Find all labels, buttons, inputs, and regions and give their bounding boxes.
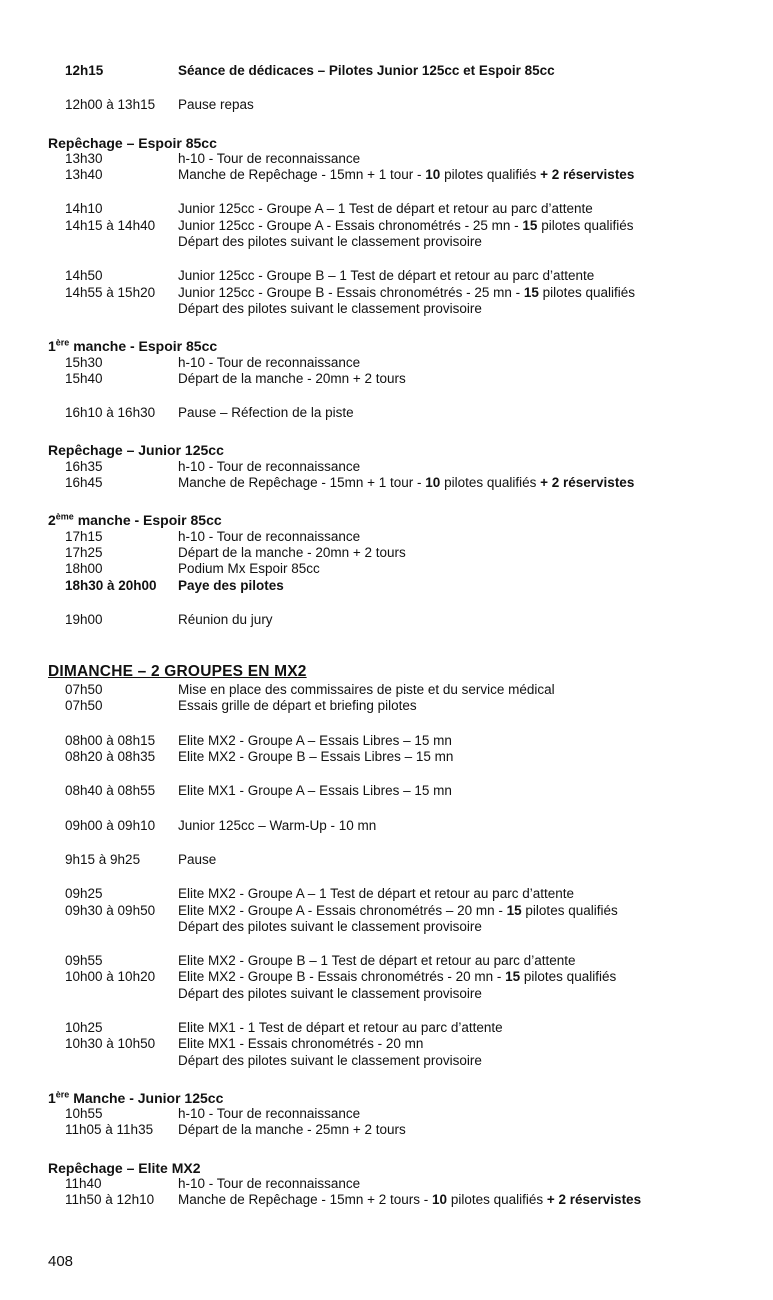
section-heading — [48, 442, 745, 458]
time-cell: 16h45 — [65, 475, 103, 491]
text: Junior 125cc - Groupe B – 1 Test de départ et retour au parc d’attente — [178, 268, 595, 284]
description-cell — [178, 371, 745, 387]
row-gap — [48, 250, 745, 268]
bold-text: 10 — [425, 167, 441, 183]
time-cell: 10h25 — [65, 1019, 103, 1035]
description-cell — [178, 63, 745, 79]
time-cell: 14h50 — [65, 268, 103, 284]
description-cell — [178, 783, 745, 799]
schedule-row — [48, 459, 745, 475]
description-cell — [178, 218, 745, 234]
text: Essais grille de départ et briefing pilotes — [178, 698, 417, 714]
row-gap — [48, 1069, 745, 1087]
time-cell: 10h00 à 10h20 — [65, 969, 156, 985]
description-cell — [178, 749, 745, 765]
description-cell — [178, 475, 745, 491]
bold-text: + 2 réservistes — [546, 1192, 642, 1208]
row-gap — [48, 834, 745, 852]
text: h-10 - Tour de reconnaissance — [178, 354, 361, 370]
text: Elite MX1 - Groupe A – Essais Libres – 15 mn — [178, 783, 452, 799]
text: h-10 - Tour de reconnaissance — [178, 1106, 361, 1122]
description-cell — [178, 1176, 745, 1192]
description-cell — [178, 459, 745, 475]
time-cell — [65, 301, 178, 317]
schedule-row — [48, 903, 745, 919]
time-cell: 16h35 — [65, 458, 103, 474]
description-cell — [178, 969, 745, 985]
section-heading — [48, 135, 745, 151]
text: Départ des pilotes suivant le classement provisoire — [178, 918, 482, 934]
time-cell: 09h00 à 09h10 — [65, 817, 156, 833]
text: Départ des pilotes suivant le classement provisoire — [178, 234, 482, 250]
page-number: 408 — [48, 1252, 74, 1270]
schedule-row — [48, 234, 745, 250]
description-cell — [178, 1053, 745, 1069]
time-cell: 09h25 — [65, 886, 103, 902]
time-cell: 9h15 à 9h25 — [65, 851, 141, 867]
text: Elite MX2 - Groupe B – Essais Libres – 15 mn — [178, 749, 454, 765]
schedule-row — [48, 545, 745, 561]
schedule-row — [48, 371, 745, 387]
time-cell: 11h50 à 12h10 — [65, 1192, 155, 1208]
row-gap — [48, 765, 745, 783]
schedule-row — [48, 749, 745, 765]
schedule-row — [48, 852, 745, 868]
schedule-row — [48, 698, 745, 714]
row-gap — [48, 868, 745, 886]
text: h-10 - Tour de reconnaissance — [178, 1176, 361, 1192]
description-cell — [178, 852, 745, 868]
row-gap — [48, 114, 745, 132]
text: manche - Espoir 85cc — [73, 512, 222, 529]
schedule-row — [48, 1053, 745, 1069]
time-cell: 08h20 à 08h35 — [65, 749, 156, 765]
schedule-row — [48, 1036, 745, 1052]
time-cell — [65, 919, 178, 935]
bold-text: 15 — [523, 284, 539, 300]
schedule-row — [48, 783, 745, 799]
text: Repêchage – Elite MX2 — [48, 1159, 201, 1176]
schedule-row — [48, 733, 745, 749]
bold-text: Paye des pilotes — [178, 577, 284, 593]
bold-text: 15 — [505, 969, 521, 985]
bold-text: 10 — [432, 1192, 448, 1208]
text: Junior 125cc – Warm-Up - 10 mn — [178, 817, 377, 833]
description-cell — [178, 903, 745, 919]
schedule-row — [48, 285, 745, 301]
bold-text: Séance de dédicaces – Pilotes Junior 125cc et Espoir 85cc — [178, 63, 555, 78]
description-cell — [178, 268, 745, 284]
row-gap — [48, 421, 745, 439]
text: Junior 125cc - Groupe A - Essais chronométrés - 25 mn - — [178, 217, 523, 233]
time-cell: 12h00 à 13h15 — [65, 97, 156, 113]
text: Repêchage – Junior 125cc — [48, 442, 224, 459]
time-cell: 19h00 — [65, 611, 103, 627]
ordinal-superscript: ère — [55, 1089, 70, 1100]
text: Départ des pilotes suivant le classement provisoire — [178, 985, 482, 1001]
section-heading — [48, 662, 745, 682]
bold-text: + 2 réservistes — [540, 167, 635, 183]
row-gap — [48, 1139, 745, 1157]
schedule-row — [48, 969, 745, 985]
time-cell: 08h40 à 08h55 — [65, 783, 156, 799]
schedule-row — [48, 475, 745, 491]
text: Manche de Repêchage - 15mn + 1 tour - — [178, 475, 426, 491]
text: Départ des pilotes suivant le classement provisoire — [178, 1052, 482, 1068]
schedule-row — [48, 1122, 745, 1138]
schedule-row — [48, 953, 745, 969]
time-cell: 13h40 — [65, 167, 103, 183]
time-cell: 18h00 — [65, 561, 103, 577]
description-cell — [178, 201, 745, 217]
description-cell — [178, 818, 745, 834]
description-cell — [178, 1106, 745, 1122]
schedule-row — [48, 218, 745, 234]
time-cell — [65, 234, 178, 250]
text: Pause repas — [178, 97, 254, 113]
time-cell: 09h30 à 09h50 — [65, 902, 156, 918]
description-cell — [178, 578, 745, 594]
text: Départ de la manche - 25mn + 2 tours — [178, 1122, 406, 1138]
description-cell — [178, 151, 745, 167]
description-cell — [178, 529, 745, 545]
text: Pause — [178, 851, 217, 867]
description-cell — [178, 612, 745, 628]
text: Pause – Réfection de la piste — [178, 405, 354, 421]
time-cell: 14h10 — [65, 201, 103, 217]
time-cell — [65, 986, 178, 1002]
text: Elite MX2 - Groupe A - Essais chronométrés – 20 mn - — [178, 902, 507, 918]
schedule-row — [48, 97, 745, 113]
schedule-row — [48, 301, 745, 317]
description-cell — [178, 986, 745, 1002]
schedule-row — [48, 63, 745, 79]
time-cell: 11h05 à 11h35 — [65, 1122, 154, 1138]
description-cell — [178, 234, 745, 250]
text: pilotes qualifiés — [520, 969, 617, 985]
row-gap — [48, 628, 745, 646]
bold-text: + 2 réservistes — [540, 475, 635, 491]
text: Départ des pilotes suivant le classement provisoire — [178, 300, 482, 316]
schedule-row — [48, 355, 745, 371]
text: Elite MX1 - Essais chronométrés - 20 mn — [178, 1036, 424, 1052]
description-cell — [178, 733, 745, 749]
text: Mise en place des commissaires de piste et du service médical — [178, 682, 555, 698]
time-cell: 16h10 à 16h30 — [65, 405, 156, 421]
time-cell — [65, 1053, 178, 1069]
text: pilotes qualifiés — [447, 1192, 547, 1208]
text: h-10 - Tour de reconnaissance — [178, 528, 361, 544]
time-cell: 15h30 — [65, 354, 103, 370]
schedule-row — [48, 1176, 745, 1192]
ordinal-superscript: ème — [55, 511, 74, 522]
time-cell: 13h30 — [65, 150, 103, 166]
time-cell: 17h25 — [65, 544, 103, 560]
schedule-row — [48, 151, 745, 167]
row-gap — [48, 935, 745, 953]
schedule-row — [48, 682, 745, 698]
description-cell — [178, 682, 745, 698]
time-cell: 17h15 — [65, 528, 103, 544]
text: 2 — [48, 512, 56, 529]
time-cell: 14h55 à 15h20 — [65, 284, 156, 300]
row-gap — [48, 387, 745, 405]
text: h-10 - Tour de reconnaissance — [178, 150, 361, 166]
bold-text: 15 — [506, 902, 522, 918]
text: DIMANCHE – 2 GROUPES EN MX2 — [48, 663, 307, 681]
section-heading — [48, 1090, 745, 1106]
schedule-row — [48, 578, 745, 594]
bold-text: 15 — [522, 217, 538, 233]
text: manche - Espoir 85cc — [69, 338, 218, 355]
schedule-row — [48, 919, 745, 935]
time-cell: 14h15 à 14h40 — [65, 217, 156, 233]
text: Repêchage – Espoir 85cc — [48, 134, 217, 151]
row-gap — [48, 715, 745, 733]
time-cell: 10h55 — [65, 1106, 103, 1122]
schedule-row — [48, 561, 745, 577]
schedule-row — [48, 268, 745, 284]
text: Elite MX2 - Groupe A – Essais Libres – 15 mn — [178, 732, 452, 748]
description-cell — [178, 355, 745, 371]
description-cell — [178, 1192, 745, 1208]
row-gap — [48, 183, 745, 201]
schedule-row — [48, 529, 745, 545]
schedule-lines — [48, 63, 745, 1209]
schedule-row — [48, 1192, 745, 1208]
text: 1 — [48, 1089, 56, 1106]
schedule-row — [48, 201, 745, 217]
row-gap — [48, 491, 745, 509]
description-cell — [178, 919, 745, 935]
description-cell — [178, 167, 745, 183]
time-cell: 09h55 — [65, 953, 103, 969]
description-cell — [178, 953, 745, 969]
time-cell: 15h40 — [65, 370, 103, 386]
description-cell — [178, 285, 745, 301]
description-cell — [178, 1020, 745, 1036]
row-gap — [48, 800, 745, 818]
schedule-row — [48, 818, 745, 834]
row-gap — [48, 1002, 745, 1020]
schedule-row — [48, 405, 745, 421]
row-gap — [48, 594, 745, 612]
text: Départ de la manche - 20mn + 2 tours — [178, 370, 406, 386]
description-cell — [178, 301, 745, 317]
text: Junior 125cc - Groupe B - Essais chronométrés - 25 mn - — [178, 284, 524, 300]
ordinal-superscript: ère — [55, 337, 70, 348]
text: Manche de Repêchage - 15mn + 2 tours - — [178, 1192, 433, 1208]
text: 1 — [48, 338, 56, 355]
bold-text: 10 — [425, 475, 441, 491]
text: Elite MX2 - Groupe B – 1 Test de départ et retour au parc d’attente — [178, 953, 576, 969]
text: pilotes qualifiés — [440, 167, 541, 183]
description-cell — [178, 1036, 745, 1052]
time-cell: 10h30 à 10h50 — [65, 1036, 156, 1052]
time-cell: 12h15 — [65, 63, 104, 78]
section-heading — [48, 512, 745, 528]
time-cell: 07h50 — [65, 682, 103, 698]
description-cell — [178, 97, 745, 113]
schedule-row — [48, 1106, 745, 1122]
text: pilotes qualifiés — [537, 217, 634, 233]
description-cell — [178, 561, 745, 577]
text: Elite MX1 - 1 Test de départ et retour au parc d’attente — [178, 1019, 503, 1035]
description-cell — [178, 405, 745, 421]
time-cell: 07h50 — [65, 698, 103, 714]
schedule-row — [48, 886, 745, 902]
text: pilotes qualifiés — [538, 284, 635, 300]
time-cell: 11h40 — [65, 1176, 102, 1192]
text: Elite MX2 - Groupe B - Essais chronométrés - 20 mn - — [178, 969, 506, 985]
text: Podium Mx Espoir 85cc — [178, 561, 320, 577]
row-gap — [48, 317, 745, 335]
text: h-10 - Tour de reconnaissance — [178, 458, 361, 474]
schedule-row — [48, 167, 745, 183]
text: Manche de Repêchage - 15mn + 1 tour - — [178, 167, 426, 183]
text: pilotes qualifiés — [440, 475, 541, 491]
text: Elite MX2 - Groupe A – 1 Test de départ et retour au parc d’attente — [178, 886, 574, 902]
schedule-row — [48, 1020, 745, 1036]
description-cell — [178, 886, 745, 902]
text: Départ de la manche - 20mn + 2 tours — [178, 544, 406, 560]
schedule-row — [48, 986, 745, 1002]
section-heading — [48, 1160, 745, 1176]
description-cell — [178, 545, 745, 561]
description-cell — [178, 698, 745, 714]
text: Manche - Junior 125cc — [69, 1089, 224, 1106]
text: pilotes qualifiés — [521, 902, 618, 918]
text: Junior 125cc - Groupe A – 1 Test de départ et retour au parc d’attente — [178, 201, 593, 217]
time-cell: 18h30 à 20h00 — [65, 577, 157, 593]
description-cell — [178, 1122, 745, 1138]
time-cell: 08h00 à 08h15 — [65, 732, 156, 748]
text: Réunion du jury — [178, 611, 273, 627]
row-gap — [48, 79, 745, 97]
schedule-row — [48, 612, 745, 628]
section-heading — [48, 338, 745, 354]
